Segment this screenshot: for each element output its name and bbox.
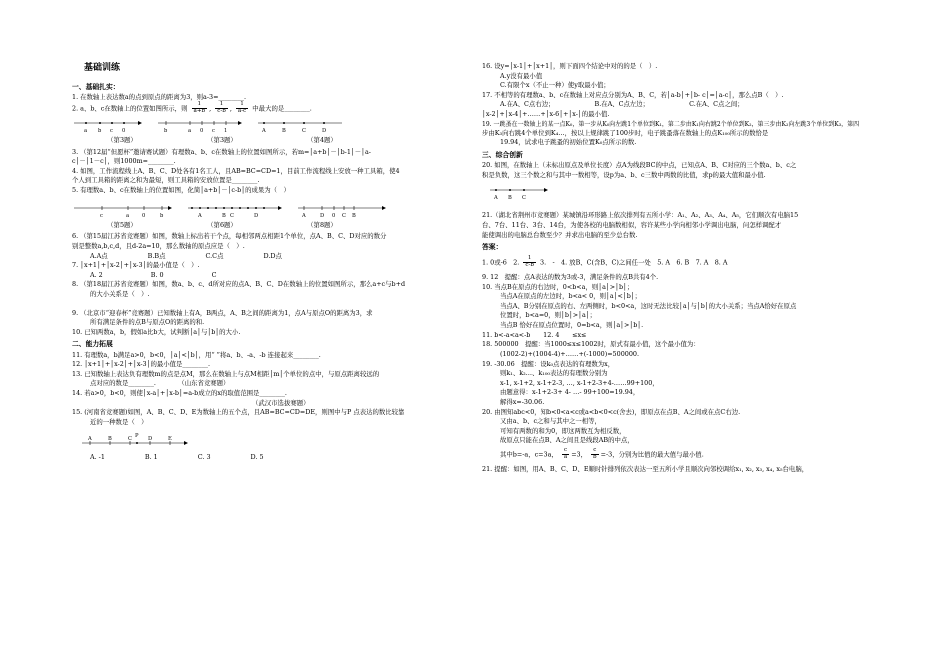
- left-column: [72, 62, 512, 463]
- tick-label: B: [508, 195, 512, 202]
- number-line-fig20: [488, 184, 922, 202]
- tick-label: c: [110, 128, 113, 135]
- fraction: $\frac{1}{a+b}$: [193, 101, 206, 115]
- tick-label: D: [254, 212, 259, 219]
- tick-label: b: [164, 128, 168, 135]
- option: C.C点: [205, 251, 224, 260]
- answer-18: 18. 500000 提醒：当1000≤x≤1002时，原式有最小值，这个最小值为：: [482, 340, 700, 349]
- question-19-cont: 步由K₃向右跳4个单位到K₄…，按以上规律跳了100步时，电子跳蚤落在数轴上的点K₁₀₀所示的数恰是: [482, 128, 769, 137]
- tick-label: a: [188, 128, 192, 135]
- number-line-fig3: [72, 117, 142, 135]
- right-column: [482, 62, 922, 474]
- number-line-fig8: [296, 202, 386, 220]
- answer-20-cont1: 又由a、b、c之和与其中之一相等，: [500, 417, 601, 426]
- tick-label: a: [84, 128, 88, 135]
- tick-label: C: [302, 128, 306, 135]
- tick-label: 0: [142, 212, 146, 219]
- tick-label: B: [222, 212, 226, 219]
- fraction: $\frac{1}{c-b}$: [525, 255, 534, 269]
- question-9: 9. （北京市“迎春杯”竞赛题）已知数轴上有A，B两点，A、B之间的距离为1，点A与原点O的距离为3，求: [72, 308, 373, 317]
- number-line-fig4a: [156, 117, 242, 135]
- question-2: 2. a、b、c在数轴上的位置如图所示，则 $\frac{1}{a+b}$ , $\frac{1}{c-b}$ , $\frac{1}{a-c}$ 中最大的是________.: [72, 101, 312, 115]
- tick-label: a: [126, 212, 130, 219]
- tick-label: A: [302, 212, 306, 219]
- tick-label: P: [135, 433, 139, 440]
- answer-20-cont2: 可知有两数的和为0，即这两数互为相反数，: [500, 426, 626, 435]
- answer-20-cont3: 故原点只能在点B、A之间且是线段AB的中点，: [500, 436, 634, 445]
- question-15: 15. (河南省竞赛题)如图，A、B、C、D、E为数轴上的五个点，且AB=BC=CD=DE，则图中与P 点表达的数比较靠: [72, 408, 405, 417]
- tick-label: C: [128, 436, 132, 443]
- answer-21: 21. 提醒：如图，用A、B、C、D、E顺时针排列依次表达一至五所小学且顺次向邻校调给x₁, x₂, x₃, x₄, x₅台电脑，: [482, 464, 809, 473]
- answer-19-cont4: 解得x=-30.06.: [500, 397, 545, 406]
- tick-label: 0: [332, 212, 336, 219]
- answer-10: 10. 当点B在原点的右边时，0<b<a，则│a│>│b│；: [482, 282, 634, 291]
- section-extension: 二、能力拓展: [72, 340, 113, 349]
- option: D.D点: [263, 251, 282, 260]
- tick-label: b: [160, 212, 164, 219]
- question-13-cont: 点对应的数是________. （山东省竞赛题）: [90, 379, 230, 388]
- question-1: 1. 在数轴上表达数a的点到原点的距离为3，则a-3=________.: [72, 92, 247, 101]
- question-10: 10. 已知两数a，b，假如a比b大，试判断│a│与│b│的大小.: [72, 327, 241, 336]
- question-6: 6. （第15届江苏省竞赛题）如图，数轴上标出若干个点，每相邻两点相距1个单位，点A、B、C、D对应的数分: [72, 232, 387, 241]
- question-21-cont2: 能使调出的电脑总台数至少？并求出电脑的至少总台数.: [482, 230, 638, 239]
- question-15-cont: 近的一种数是（ ）: [90, 417, 148, 426]
- option: B. 1: [144, 453, 158, 462]
- answer-1-8: 1. 0或-6 2. $\frac{1}{c-b}$ 3. - 4. 放B、C(含B、C)之间任一处 5. A 6. B 7. A 8. A: [482, 255, 728, 269]
- question-5: 5. 有理数a、b、c在数轴上的位置如图，化简│a+b│－│c-b│的成果为（ ）: [72, 186, 290, 195]
- number-line-fig6: [186, 202, 282, 220]
- question-3: 3. （第12届“但愿杯”邀请赛试题）有理数a、b、c在数轴上的位置如图所示，若m=│a+b│－│b-1│－│a-: [72, 147, 371, 156]
- answer-10-cont3: 位置时，b<a=0，则│b│>│a│；: [500, 311, 597, 320]
- answer-10-cont2: 当点A、B分别在原点的右、左两侧时，b<0<a，这时无法比较│a│与│b│的大小关系；当点A恰好在原点: [500, 301, 797, 310]
- question-12: 12. │x+1│+│x-2│+│x-3│的最小值是________.: [72, 360, 210, 369]
- question-17: 17. 不相等的有理数a、b、c在数轴上对应点分别为A、B、C，若│a-b│+│b- c│=│a-c│，那么点B（ ）.: [482, 90, 784, 99]
- fraction: $\frac{1}{c-b}$: [217, 101, 226, 115]
- option: A.A点: [90, 251, 108, 260]
- option: D. 5: [250, 453, 264, 462]
- tick-label: A: [262, 128, 266, 135]
- question-18: │x-2│+│x-4│+……+│x-6│+│x-│的最小值.: [482, 110, 610, 119]
- tick-label: c: [212, 128, 215, 135]
- question-6-options: [72, 252, 512, 262]
- answer-20-cont4: 其中b=-a，c=3a， $\frac{c}{a}$ =3， $\frac{c}{b}$ =-3，分别为比值的最大值与最小值.: [500, 446, 704, 460]
- question-21: 21.（湖北省荆州市竞赛题）某城镇沿环形路上依次排列有五所小学：A₁、A₂、A₃、A₄、A₅，它们顺次有电脑15: [482, 211, 799, 220]
- tick-label: 0: [122, 128, 126, 135]
- number-line-fig15: [80, 431, 512, 451]
- figure-caption: （第6题）: [207, 220, 237, 229]
- question-19: 19. 一跳蚤在一数轴上的某一点K₀，第一步从K₀向左跳1个单位到K₁，第二步由K₁向右跳2个单位到K₂，第三步由K₂向左跳3个单位到K₃，第四: [482, 120, 860, 128]
- answer-19-cont1: 则k₁、k₂…、k₁₀₀表达的有理数分别为: [500, 369, 608, 378]
- question-15-options: [72, 453, 512, 463]
- option: A.在A、C点右边；: [500, 100, 555, 109]
- question-4-cont: 个人到工具箱的距离之和为最短，则工具箱的安放位置是________.: [72, 176, 260, 185]
- question-14-source: （武汉市选拔赛题）: [252, 398, 310, 407]
- tick-label: C: [342, 212, 346, 219]
- tick-label: 1: [224, 128, 228, 135]
- tick-label: B: [108, 436, 112, 443]
- tick-label: C: [230, 212, 234, 219]
- fraction: $\frac{1}{a-c}$: [237, 101, 247, 115]
- tick-label: B: [282, 128, 286, 135]
- question-6-cont: 别是整数a,b,c,d，且d-2a=10，那么数轴的原点应是（ ）.: [72, 241, 245, 250]
- question-4: 4. 如图，工作流程线上A、B、C、D处各有1名工人，且AB=BC=CD=1，目前工作流程线上安放一种工具箱，使4: [72, 166, 400, 175]
- option: A. -1: [90, 453, 105, 462]
- tick-label: B: [352, 212, 356, 219]
- question-20: 20. 如图，在数轴上（未标出原点及单位长度）点A为线段BC的中点，已知点A、B、C对应的三个数a、b、c之: [482, 161, 797, 170]
- question-16-option-a: A.y没有最小值: [500, 71, 543, 80]
- tick-label: b: [98, 128, 102, 135]
- question-14: 14. 若a>0，b<0，则使│x-a│+│x-b│=a-b成立的x的取值范围是________.: [72, 389, 287, 397]
- option: B.在A、C点左边；: [594, 100, 650, 109]
- page-title: 基础训练: [84, 63, 121, 73]
- question-20-cont: 积是负数，这三个数之和与其中一数相等，设p为a、b、c三数中两数的比值，求p的最大值和最小值.: [482, 170, 766, 179]
- section-innovation: 三、综合创新: [482, 150, 523, 159]
- figure-row-2: [72, 200, 512, 220]
- fraction: $\frac{c}{b}$: [593, 446, 597, 460]
- question-16-option-c: C.有限个x（不止一种）使y取最小值；: [500, 81, 610, 90]
- number-line-fig5: [72, 202, 172, 220]
- figure-caption: （第4题）: [307, 136, 337, 145]
- question-16: 16. 设y=│x-1│+│x+1│，则下面四个结论中对的的是（ ）.: [482, 62, 658, 70]
- figure-caption: （第3题）: [207, 136, 237, 145]
- question-21-cont: 台、7台、11台、3台、14台，为使各校的电脑数相似，容许某些小学向相邻小学调出电脑，问怎样调配才: [482, 220, 782, 229]
- tick-label: c: [100, 212, 103, 219]
- tick-label: D: [148, 436, 153, 443]
- figure-caption: （第5题）: [107, 220, 137, 229]
- answer-19-cont2: x-1, x-1+2, x-1+2-3, …, x-1+2-3+4-……99+100，: [500, 378, 659, 387]
- option: A. 2: [90, 270, 103, 279]
- tick-label: A: [494, 195, 498, 202]
- tick-label: A: [88, 436, 92, 443]
- option: C. 3: [197, 453, 211, 462]
- answer-19-cont3: 由题意得：x-1+2-3+ 4- …- 99+100=19.94，: [500, 388, 640, 397]
- section-answers: 答案：: [482, 243, 503, 252]
- question-8-cont: 的大小关系是（ ）.: [90, 289, 150, 298]
- option: C: [211, 270, 217, 279]
- tick-label: A: [198, 212, 202, 219]
- option: B.B点: [147, 251, 166, 260]
- question-8: 8. （第18届江苏省竞赛题）如图，数a、b、c、d所对应的点A、B、C、D在数轴上的位置如图所示，那么a+c与b+d: [72, 280, 406, 289]
- question-11: 11. 有理数a，b满足a>0，b<0，│a│<│b│，用“ ”将a、b、-a、-b 连接起来________.: [72, 350, 321, 359]
- fraction: $\frac{c}{a}$: [563, 446, 568, 460]
- caption-row-1: [72, 136, 372, 146]
- question-3-cont: c│－│1－c│，则1000m=________.: [72, 157, 176, 166]
- tick-label: C: [522, 195, 526, 202]
- tick-label: E: [168, 436, 172, 443]
- answer-20: 20. 由图知abc<0，知b<0<a<c或a<b<0<c(舍去)，即原点在点B、A之间或在点C右边.: [482, 407, 741, 416]
- question-7-options: [72, 271, 512, 281]
- answer-11-12: 11. b<-a<a<-b 12. 4 ≤x≤: [482, 330, 587, 339]
- answer-19: 19. -30.06 提醒：设k₀点表达的有理数为x，: [482, 359, 615, 368]
- answer-10-cont4: 当点B 恰好在原点位置时，0=b<a，则│a│>│b│.: [500, 321, 644, 330]
- question-19-cont2: 19.94，试求电子跳蚤的初始位置K₀点所示的数.: [500, 138, 637, 147]
- answer-18-cont: (1002-2)+(1004-4)+……+(-1000)=500000.: [500, 349, 639, 358]
- section-basics: 一、基础扎实：: [72, 82, 120, 91]
- answer-10-cont1: 当点A在原点的左边时，b<a< 0，则│a│<│b│；: [500, 292, 642, 301]
- tick-label: D: [322, 128, 327, 135]
- tick-label: 0: [200, 128, 204, 135]
- number-line-fig4b: [256, 117, 346, 135]
- figure-caption: （第8题）: [307, 220, 337, 229]
- tick-label: D: [320, 212, 325, 219]
- question-9-cont: 所有满足条件的点B与原点O的距离的和.: [90, 318, 205, 327]
- question-7: 7. │x+1│+│x-2│+│x-3│的最小值是（ ）.: [72, 261, 200, 270]
- answer-9: 9. 12 提醒：点A表达的数为3或-3，满足条件的点B共有4个.: [482, 273, 659, 282]
- figure-row-1: [72, 115, 512, 135]
- caption-row-2: [72, 221, 372, 231]
- question-13: 13. 已知数轴上表达负有理数m的点是点M，那么在数轴上与点M相距│m│个单位的点中，与原点距离较远的: [72, 369, 380, 378]
- option: B. 0: [150, 270, 164, 279]
- option: C.在A、C点之间；: [689, 100, 744, 109]
- figure-caption: （第3题）: [107, 136, 137, 145]
- question-17-options: [482, 100, 922, 110]
